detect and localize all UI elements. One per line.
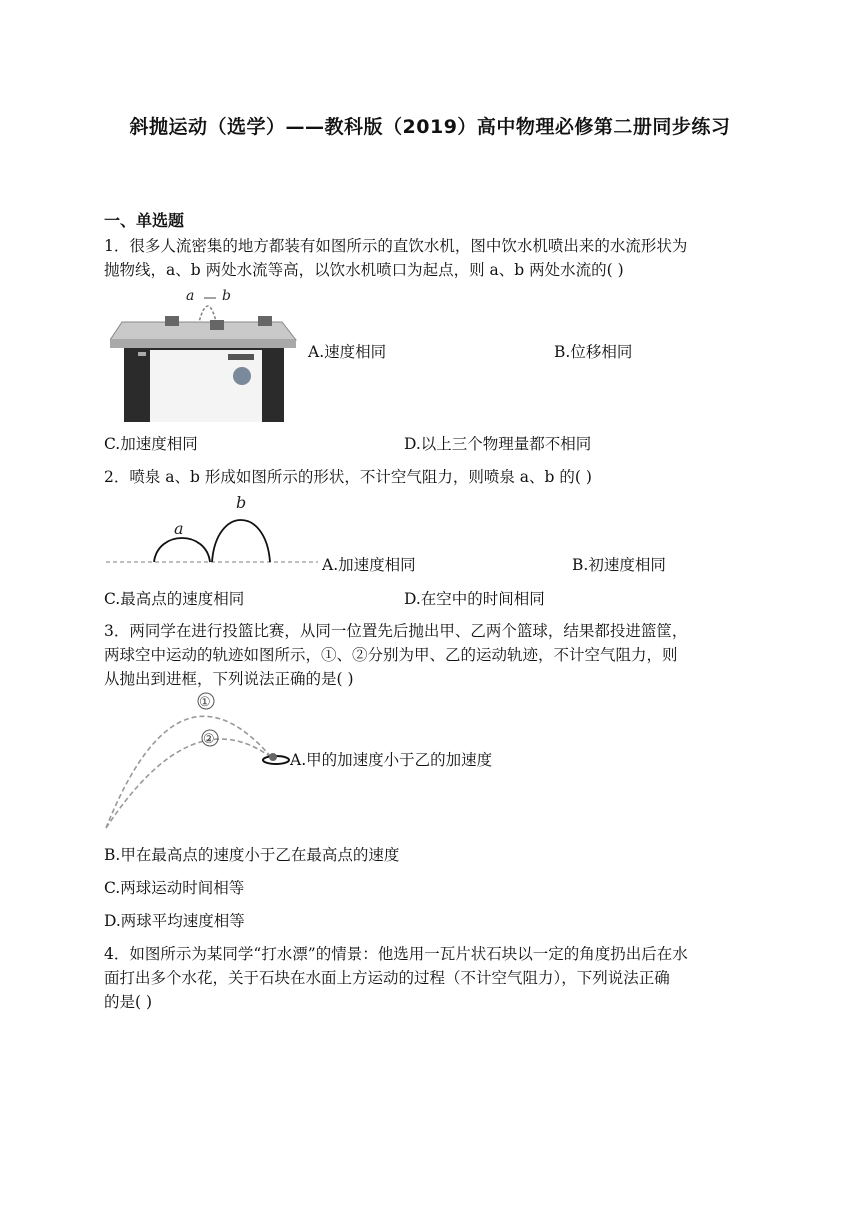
- q3-option-b[interactable]: B.甲在最高点的速度小于乙在最高点的速度: [104, 846, 400, 864]
- q2-option-d[interactable]: D.在空中的时间相同: [404, 590, 545, 608]
- figure-label-a: a: [186, 288, 195, 304]
- page-title: 斜抛运动（选学）——教科版（2019）高中物理必修第二册同步练习: [129, 116, 731, 138]
- figure-label-a: a: [174, 519, 184, 538]
- q3-option-d[interactable]: D.两球平均速度相等: [104, 912, 245, 930]
- q1-option-a[interactable]: A.速度相同: [308, 343, 387, 361]
- q3-option-c[interactable]: C.两球运动时间相等: [104, 879, 245, 897]
- question-4-text: [104, 942, 764, 1014]
- q3-option-a[interactable]: A.甲的加速度小于乙的加速度: [290, 751, 493, 769]
- question-4-line-1: 4．如图所示为某同学“打水漂”的情景：他选用一瓦片状石块以一定的角度扔出后在水: [104, 945, 688, 963]
- question-3-line-3: 从抛出到进框，下列说法正确的是( ): [104, 670, 354, 688]
- q1-option-c[interactable]: C.加速度相同: [104, 435, 198, 453]
- question-1-line-1: 1．很多人流密集的地方都装有如图所示的直饮水机，图中饮水机喷出来的水流形状为: [104, 237, 688, 255]
- question-4-line-3: 的是( ): [104, 993, 153, 1011]
- q2-option-c[interactable]: C.最高点的速度相同: [104, 590, 245, 608]
- trajectory-label-1: ①: [199, 695, 211, 710]
- section-heading: 一、单选题: [104, 211, 185, 230]
- question-2-line-1: 2．喷泉 a、b 形成如图所示的形状，不计空气阻力，则喷泉 a、b 的( ): [104, 468, 592, 486]
- question-1-line-2: 抛物线，a、b 两处水流等高，以饮水机喷口为起点，则 a、b 两处水流的( ): [104, 261, 624, 279]
- figure-label-b: b: [222, 288, 231, 304]
- question-4-line-2: 面打出多个水花，关于石块在水面上方运动的过程（不计空气阻力），下列说法正确: [104, 969, 670, 987]
- question-3-line-1: 3．两同学在进行投篮比赛，从同一位置先后抛出甲、乙两个篮球，结果都投进篮筐，: [104, 622, 688, 640]
- water-dispenser-figure: [110, 282, 300, 422]
- q2-option-a[interactable]: A.加速度相同: [322, 556, 416, 574]
- basketball-trajectory-figure: [100, 688, 300, 832]
- question-2-text: [104, 465, 764, 489]
- figure-label-b: b: [236, 493, 247, 512]
- q1-option-d[interactable]: D.以上三个物理量都不相同: [404, 435, 592, 453]
- question-3-text: [104, 619, 764, 691]
- q2-option-b[interactable]: B.初速度相同: [572, 556, 666, 574]
- trajectory-label-2: ②: [203, 732, 215, 747]
- q1-option-b[interactable]: B.位移相同: [554, 343, 633, 361]
- question-3-line-2: 两球空中运动的轨迹如图所示，①、②分别为甲、乙的运动轨迹，不计空气阻力，则: [104, 646, 678, 664]
- fountain-figure: [104, 490, 320, 570]
- question-1-text: [104, 234, 764, 282]
